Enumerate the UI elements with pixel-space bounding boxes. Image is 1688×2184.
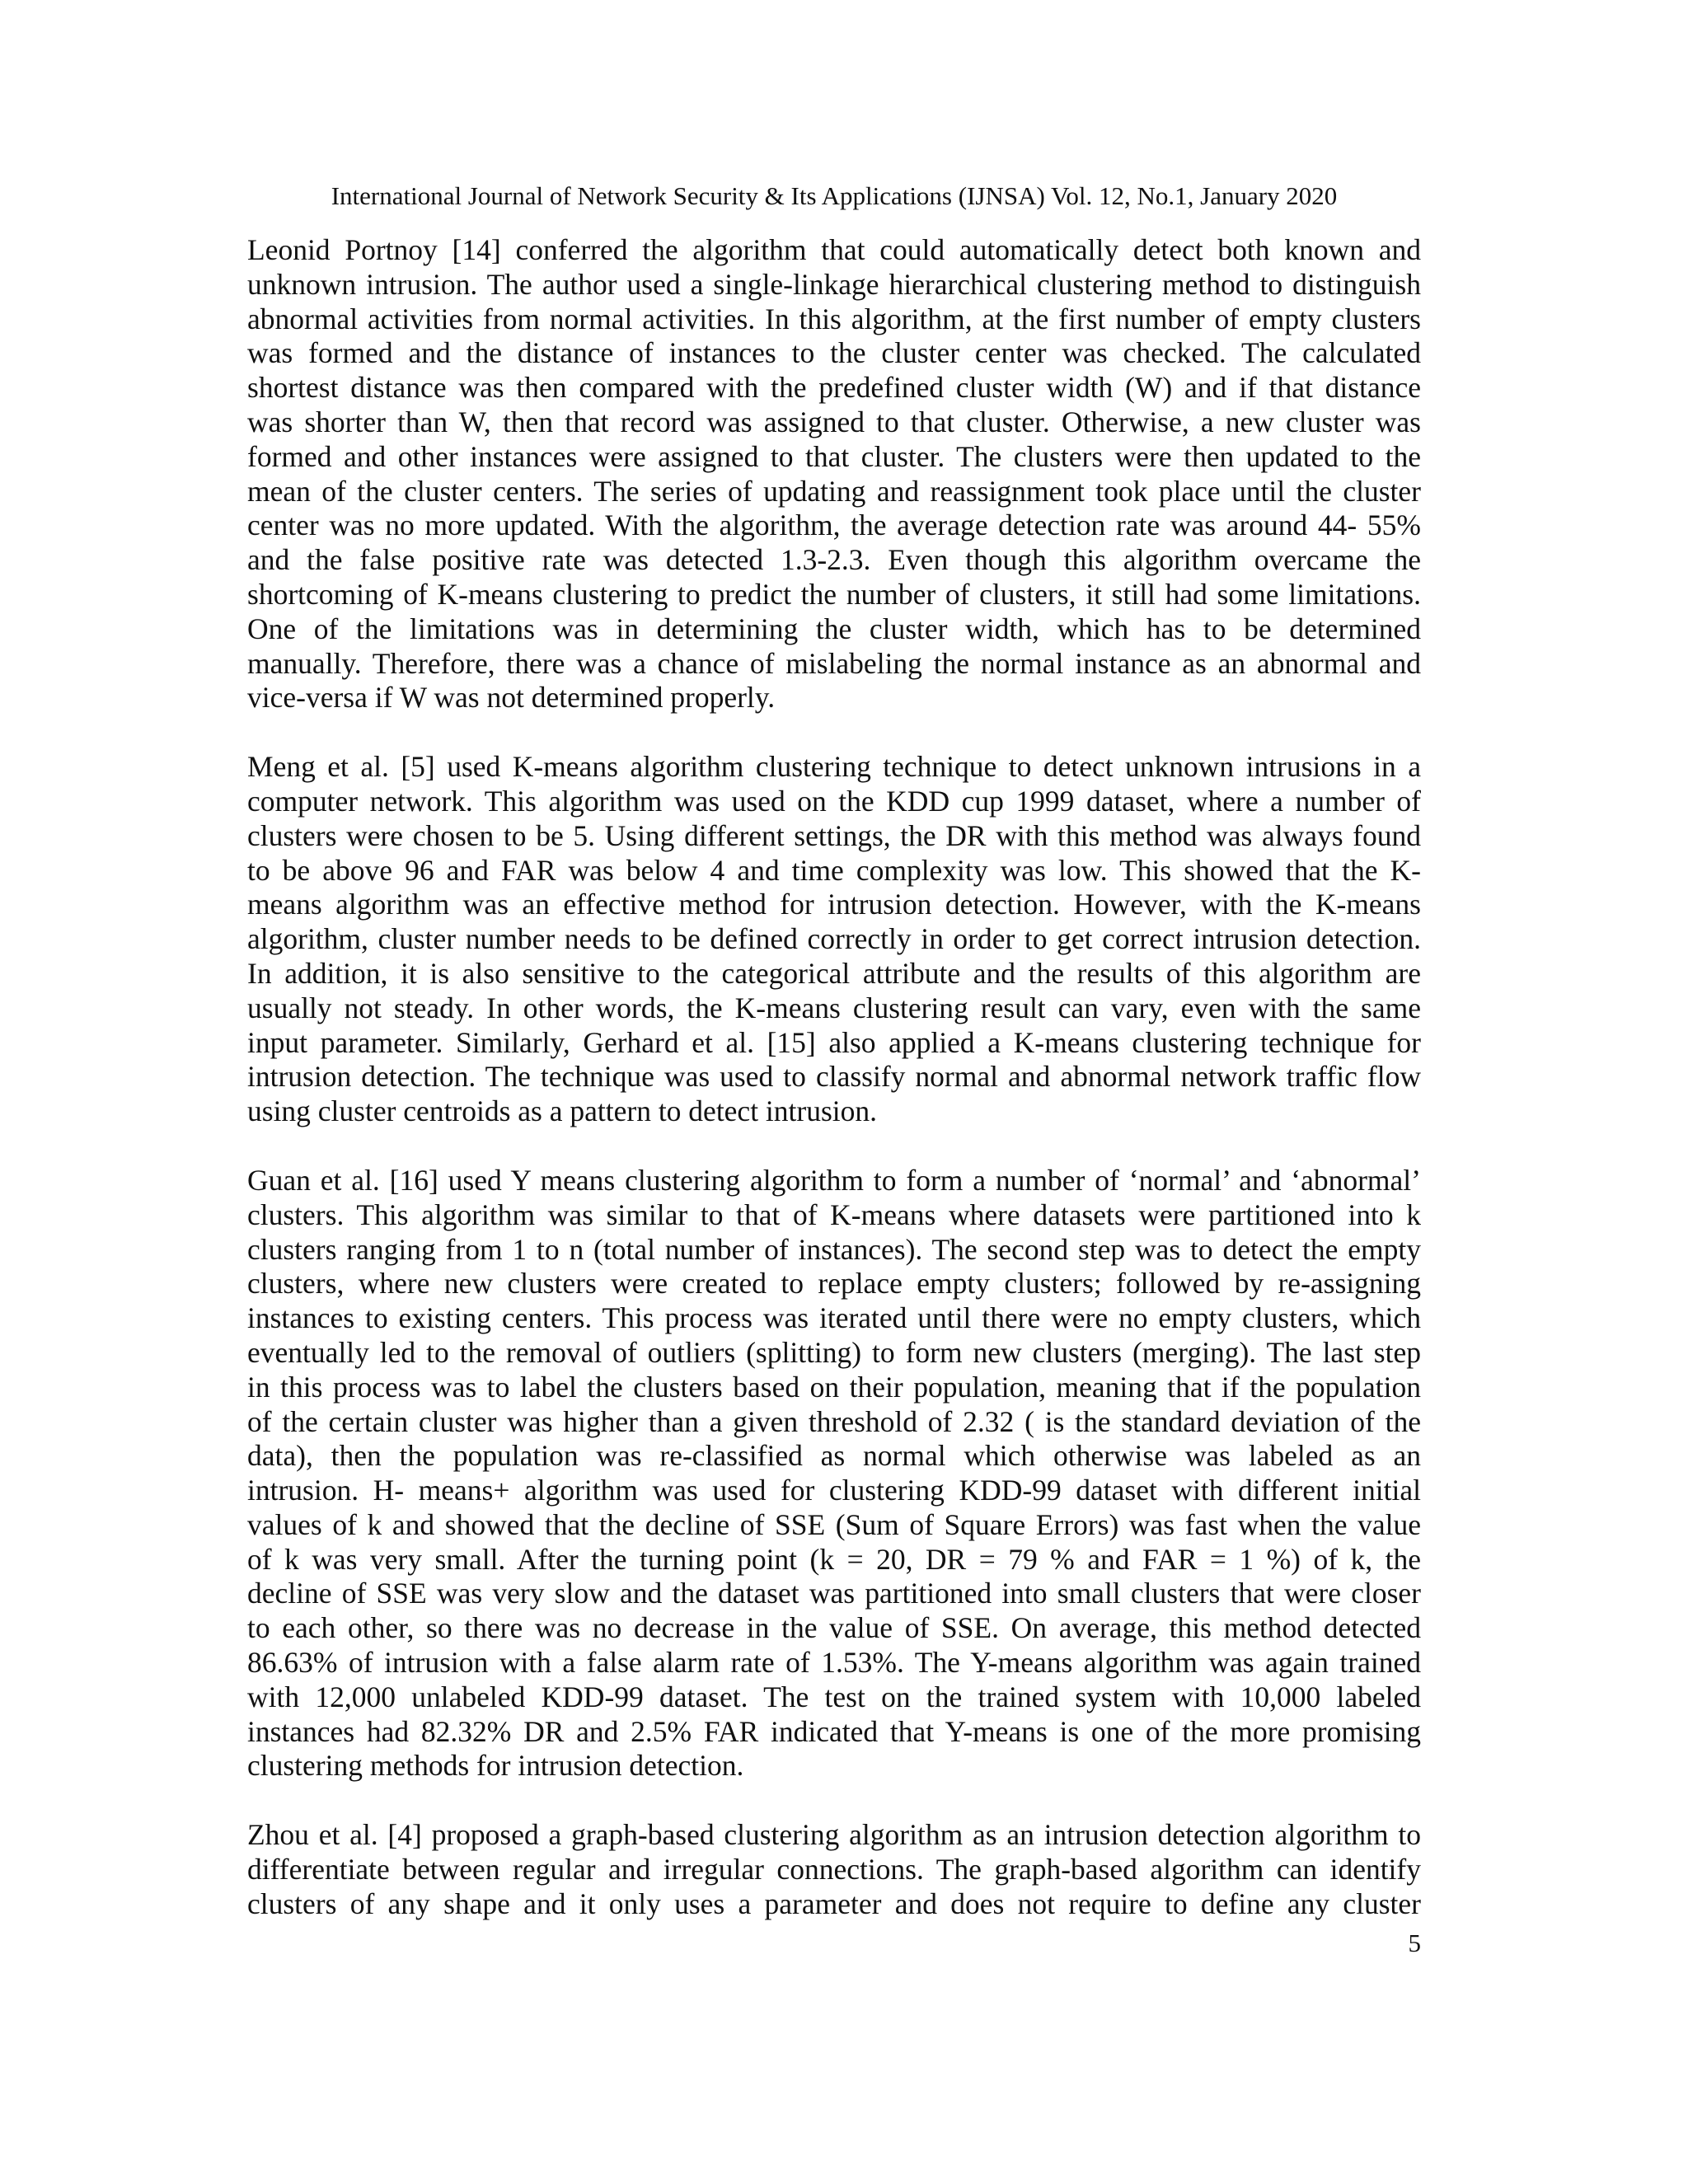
text-line: instances to existing centers. This process was iterated until there were no empty clusters, which bbox=[247, 1301, 1421, 1335]
text-line: values of k and showed that the decline of SSE (Sum of Square Errors) was fast when the value bbox=[247, 1507, 1421, 1541]
text-line: to each other, so there was no decrease in the value of SSE. On average, this method detected bbox=[247, 1611, 1421, 1645]
text-line: data), then the population was re-classified as normal which otherwise was labeled as an bbox=[247, 1439, 1421, 1473]
text-line: mean of the cluster centers. The series of updating and reassignment took place until the cluster bbox=[247, 474, 1421, 508]
text-line: One of the limitations was in determining the cluster width, which has to be determined bbox=[247, 612, 1421, 645]
running-header: International Journal of Network Security & Its Applications (IJNSA) Vol. 12, No.1, January 2020 bbox=[331, 181, 1338, 210]
text-line: unknown intrusion. The author used a single-linkage hierarchical clustering method to distinguish bbox=[247, 267, 1421, 301]
text-line: instances had 82.32% DR and 2.5% FAR indicated that Y-means is one of the more promising bbox=[247, 1714, 1421, 1748]
text-line: of the certain cluster was higher than a given threshold of 2.32 ( is the standard deviation of the bbox=[247, 1404, 1421, 1438]
text-line: clusters were chosen to be 5. Using different settings, the DR with this method was always found bbox=[247, 818, 1421, 852]
text-line: to be above 96 and FAR was below 4 and time complexity was low. This showed that the K- bbox=[247, 853, 1421, 887]
text-line: Meng et al. [5] used K-means algorithm clustering technique to detect unknown intrusions in a bbox=[247, 750, 1421, 784]
body-text bbox=[247, 233, 1421, 1957]
text-line: in this process was to label the clusters based on their population, meaning that if the population bbox=[247, 1370, 1421, 1404]
text-line: Guan et al. [16] used Y means clustering algorithm to form a number of ‘normal’ and ‘abnormal’ bbox=[247, 1163, 1421, 1197]
paragraph bbox=[247, 233, 1421, 715]
text-line: and the false positive rate was detected 1.3-2.3. Even though this algorithm overcame the bbox=[247, 543, 1421, 577]
text-line: clusters, where new clusters were created to replace empty clusters; followed by re-assigning bbox=[247, 1267, 1421, 1301]
text-line: In addition, it is also sensitive to the categorical attribute and the results of this algorithm are bbox=[247, 956, 1421, 990]
text-line: shortest distance was then compared with the predefined cluster width (W) and if that distance bbox=[247, 371, 1421, 405]
text-line: with 12,000 unlabeled KDD-99 dataset. The test on the trained system with 10,000 labeled bbox=[247, 1680, 1421, 1713]
text-line: formed and other instances were assigned to that cluster. The clusters were then updated to the bbox=[247, 439, 1421, 473]
text-line: algorithm, cluster number needs to be defined correctly in order to get correct intrusion detection. bbox=[247, 922, 1421, 956]
text-line: clusters of any shape and it only uses a parameter and does not require to define any cluster bbox=[247, 1886, 1421, 1920]
text-line: 86.63% of intrusion with a false alarm rate of 1.53%. The Y-means algorithm was again trained bbox=[247, 1646, 1421, 1680]
text-line: abnormal activities from normal activities. In this algorithm, at the first number of empty clusters bbox=[247, 302, 1421, 335]
paragraph bbox=[247, 750, 1421, 1129]
text-line: was formed and the distance of instances to the cluster center was checked. The calculated bbox=[247, 336, 1421, 370]
text-line: intrusion. H- means+ algorithm was used for clustering KDD-99 dataset with different initial bbox=[247, 1474, 1421, 1507]
text-line: Zhou et al. [4] proposed a graph-based clustering algorithm as an intrusion detection algorithm to bbox=[247, 1818, 1421, 1852]
text-line: clusters ranging from 1 to n (total number of instances). The second step was to detect the empty bbox=[247, 1232, 1421, 1266]
paragraph bbox=[247, 1164, 1421, 1783]
text-line: computer network. This algorithm was used on the KDD cup 1999 dataset, where a number of bbox=[247, 784, 1421, 818]
text-line: intrusion detection. The technique was used to classify normal and abnormal network traffic flow bbox=[247, 1060, 1421, 1094]
text-line: vice-versa if W was not determined properly. bbox=[247, 681, 776, 715]
text-line: differentiate between regular and irregular connections. The graph-based algorithm can identify bbox=[247, 1853, 1421, 1886]
text-line: decline of SSE was very slow and the dataset was partitioned into small clusters that were closer bbox=[247, 1577, 1421, 1610]
text-line: clustering methods for intrusion detection. bbox=[247, 1749, 744, 1783]
paragraph bbox=[247, 1818, 1421, 1921]
page-number: 5 bbox=[1408, 1929, 1421, 1957]
text-line: clusters. This algorithm was similar to that of K-means where datasets were partitioned into k bbox=[247, 1197, 1421, 1231]
text-line: center was no more updated. With the algorithm, the average detection rate was around 44- 55% bbox=[247, 509, 1421, 542]
text-line: shortcoming of K-means clustering to predict the number of clusters, it still had some limitations. bbox=[247, 577, 1421, 611]
text-line: using cluster centroids as a pattern to detect intrusion. bbox=[247, 1094, 878, 1128]
text-line: eventually led to the removal of outliers (splitting) to form new clusters (merging). The last step bbox=[247, 1335, 1421, 1369]
text-line: means algorithm was an effective method for intrusion detection. However, with the K-means bbox=[247, 888, 1421, 921]
text-line: was shorter than W, then that record was assigned to that cluster. Otherwise, a new cluster was bbox=[247, 405, 1421, 438]
text-line: manually. Therefore, there was a chance of mislabeling the normal instance as an abnormal and bbox=[247, 646, 1421, 680]
text-line: usually not steady. In other words, the K-means clustering result can vary, even with the same bbox=[247, 991, 1421, 1024]
text-line: of k was very small. After the turning point (k = 20, DR = 79 % and FAR = 1 %) of k, the bbox=[247, 1542, 1421, 1576]
text-line: Leonid Portnoy [14] conferred the algorithm that could automatically detect both known and bbox=[247, 233, 1421, 266]
text-line: input parameter. Similarly, Gerhard et al. [15] also applied a K-means clustering technique for bbox=[247, 1025, 1421, 1059]
